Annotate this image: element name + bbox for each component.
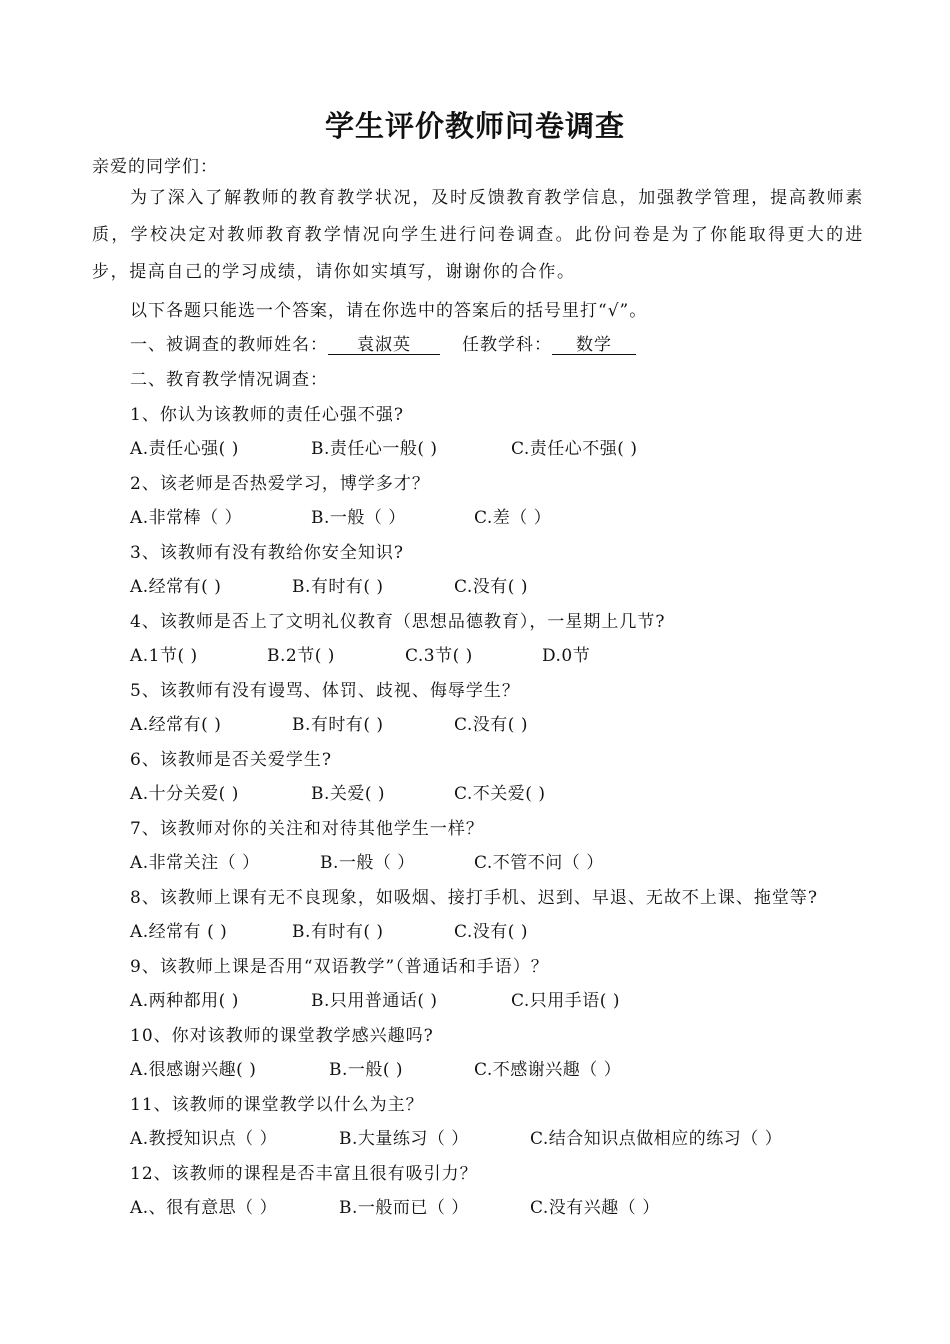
answer-option[interactable]: A.经常有( ) [130,715,222,735]
answer-option[interactable]: A.十分关爱( ) [130,784,239,804]
answer-option[interactable]: C.责任心不强( ) [511,439,638,459]
answer-option[interactable]: C.不感谢兴趣（ ） [474,1060,622,1080]
answer-option[interactable]: C.不管不问（ ） [474,853,604,873]
answer-option[interactable]: C.没有兴趣（ ） [530,1198,660,1218]
answer-option[interactable]: A.、很有意思（ ） [130,1198,278,1218]
answer-option[interactable]: B.有时有( ) [292,715,384,735]
question-text: 12、该教师的课程是否丰富且很有吸引力？ [130,1164,478,1184]
answer-option[interactable]: A.非常棒（ ） [130,508,243,528]
question-text: 9、该教师上课是否用“双语教学”（普通话和手语）？ [130,957,549,977]
answer-option[interactable]: C.差（ ） [474,508,552,528]
answer-option[interactable]: A.很感谢兴趣( ) [130,1060,257,1080]
question-text: 11、该教师的课堂教学以什么为主？ [130,1095,424,1115]
answer-option[interactable]: B.大量练习（ ） [339,1129,469,1149]
question-text: 5、该教师有没有谩骂、体罚、歧视、侮辱学生？ [130,681,520,701]
answer-option[interactable]: B.一般（ ） [311,508,406,528]
answer-option[interactable]: C.3节( ) [405,646,473,666]
answer-option[interactable]: B.一般而已（ ） [339,1198,469,1218]
question-text: 7、该教师对你的关注和对待其他学生一样？ [130,819,484,839]
section-1 [130,330,636,355]
subject-field[interactable]: 数学 [552,336,636,355]
answer-option[interactable]: A.两种都用( ) [130,991,239,1011]
teacher-name-field[interactable]: 袁淑英 [328,336,440,355]
section-2-label: 二、教育教学情况调查： [130,370,328,390]
answer-option[interactable]: B.只用普通话( ) [311,991,438,1011]
answer-option[interactable]: C.没有( ) [454,577,528,597]
question-text: 10、你对该教师的课堂教学感兴趣吗? [130,1026,434,1046]
answer-option[interactable]: C.结合知识点做相应的练习（ ） [530,1129,783,1149]
teacher-name-label: 一、被调查的教师姓名： [130,335,328,355]
answer-option[interactable]: B.关爱( ) [311,784,386,804]
intro-paragraph: 为了深入了解教师的教育教学状况，及时反馈教育教学信息，加强教学管理，提高教师素质，学校决定对教师教育教学情况向学生进行问卷调查。此份问卷是为了你能取得更大的进步，提高自己的学习成绩，请你如实填写，谢谢你的合作。 [92,188,864,282]
answer-option[interactable]: A.经常有 ( ) [130,922,228,942]
question-text: 1、你认为该教师的责任心强不强? [130,405,404,425]
question-text: 2、该老师是否热爱学习，博学多才？ [130,474,430,494]
answer-option[interactable]: B.2节( ) [267,646,335,666]
answer-option[interactable]: D.0节 [542,646,591,666]
answer-option[interactable]: B.责任心一般( ) [311,439,438,459]
answer-option[interactable]: A.经常有( ) [130,577,222,597]
subject-label: 任教学科： [462,335,552,355]
answer-option[interactable]: B.有时有( ) [292,577,384,597]
answer-option[interactable]: B.一般( ) [329,1060,404,1080]
answer-option[interactable]: C.没有( ) [454,922,528,942]
answer-option[interactable]: C.不关爱( ) [454,784,546,804]
answer-option[interactable]: B.一般（ ） [320,853,415,873]
answer-option[interactable]: C.只用手语( ) [511,991,620,1011]
question-text: 6、该教师是否关爱学生? [130,750,332,770]
answer-option[interactable]: A.教授知识点（ ） [130,1129,278,1149]
question-text: 3、该教师有没有教给你安全知识? [130,543,404,563]
answer-option[interactable]: A.1节( ) [130,646,198,666]
answer-option[interactable]: B.有时有( ) [292,922,384,942]
greeting: 亲爱的同学们： [92,157,218,177]
answer-option[interactable]: A.非常关注（ ） [130,853,260,873]
instruction: 以下各题只能选一个答案，请在你选中的答案后的括号里打“√”。 [130,301,648,321]
question-text: 8、该教师上课有无不良现象，如吸烟、接打手机、迟到、早退、无故不上课、拖堂等? [130,888,818,908]
answer-option[interactable]: A.责任心强( ) [130,439,239,459]
page-title: 学生评价教师问卷调查 [324,109,625,143]
question-text: 4、该教师是否上了文明礼仪教育（思想品德教育），一星期上几节? [130,612,666,632]
answer-option[interactable]: C.没有( ) [454,715,528,735]
